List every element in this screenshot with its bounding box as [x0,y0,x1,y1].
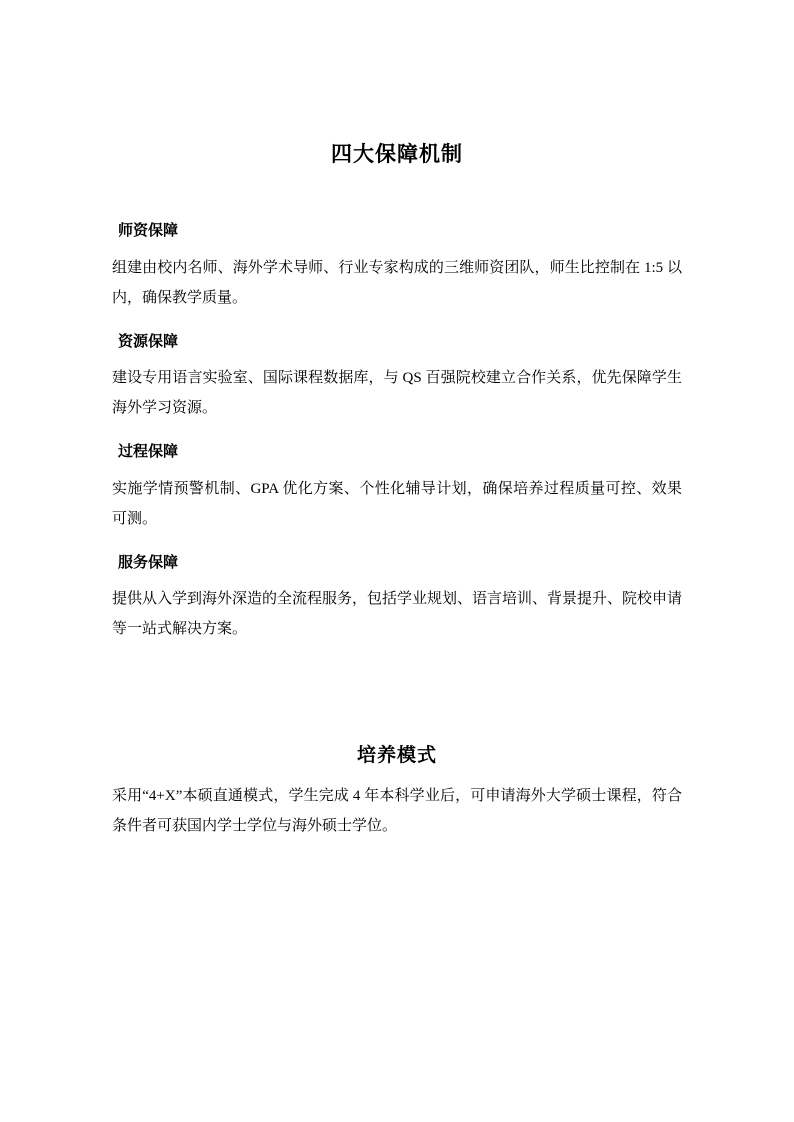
subtitle-peiyang-moshi: 培养模式 [356,745,437,766]
section-heading: 服务保障 [118,553,179,571]
section-list [112,220,682,644]
section-body: 提供从入学到海外深造的全流程服务，包括学业规划、语言培训、背景提升、院校申请等一站式解决方案。 [112,591,683,637]
subtitle-body: 采用“4+X”本硕直通模式，学生完成 4 年本科学业后，可申请海外大学硕士课程，符合条件者可获国内学士学位与海外硕士学位。 [112,788,682,834]
section-heading: 师资保障 [118,222,179,239]
section-shizi-baozhang [112,220,682,313]
section-body: 实施学情预警机制、GPA 优化方案、个性化辅导计划，确保培养过程质量可控、效果可测。 [112,480,682,527]
section-heading: 过程保障 [118,443,179,460]
section-heading: 资源保障 [118,332,179,350]
page-title: 四大保障机制 [331,143,463,166]
section-ziyuan-baozhang [112,331,682,424]
section-guocheng-baozhang [112,441,682,534]
section-body: 建设专用语言实验室、国际课程数据库，与 QS 百强院校建立合作关系，优先保障学生海外学习资源。 [112,370,682,416]
section-body: 组建由校内名师、海外学术导师、行业专家构成的三维师资团队，师生比控制在 1:5 以内，确保教学质量。 [112,259,682,306]
section-fuwu-baozhang [112,552,682,645]
